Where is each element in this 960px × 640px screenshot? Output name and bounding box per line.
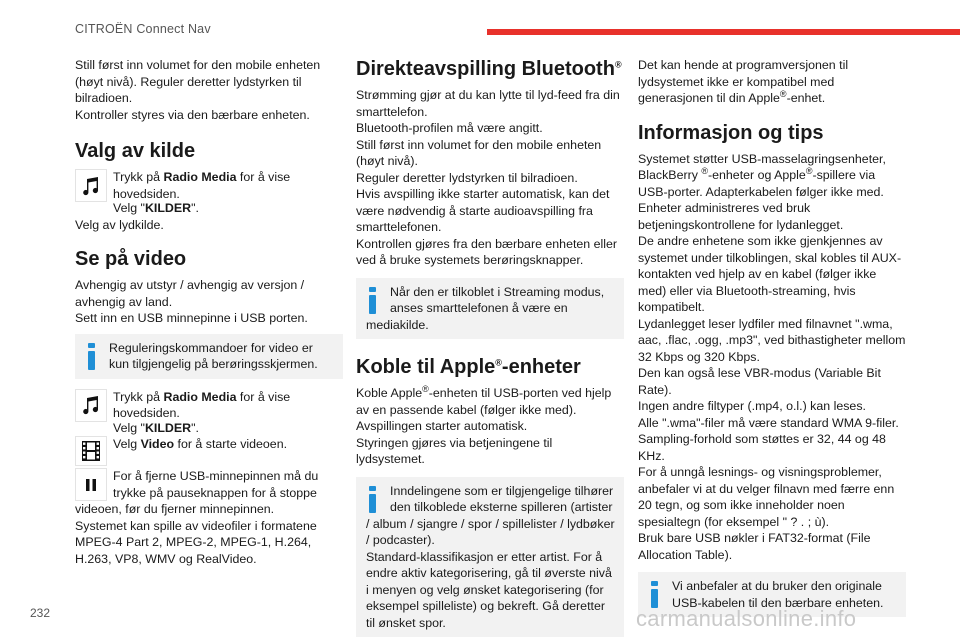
paragraph: Avspillingen starter automatisk. (356, 419, 528, 433)
music-note-icon (75, 389, 107, 422)
heading-bluetooth: Direkteavspilling Bluetooth® (356, 58, 622, 80)
watermark: carmanualsonline.info (636, 606, 857, 631)
film-strip-icon (75, 436, 107, 466)
info-note (356, 477, 624, 638)
paragraph: Koble Apple®-enheten til USB-porten ved hjelp av en passende kabel (følger ikke med). (356, 383, 612, 417)
info-icon (85, 343, 101, 373)
paragraph: Styringen gjøres via betjeningene til lydsystemet. (356, 435, 553, 466)
instruction-video: Velg Video for å starte videoen. (75, 436, 343, 466)
instruction-radio-media: Trykk på Radio Media for å vise hovedsiden. (75, 389, 343, 422)
header-title: CITROËN Connect Nav (75, 22, 211, 36)
paragraph: Bruk bare USB nøkler i FAT32-format (File Allocation Table). (638, 531, 871, 562)
paragraph: Reguler deretter lydstyrken til bilradioen. (356, 170, 578, 185)
instruction-radio-media (75, 169, 343, 202)
paragraph: Strømming gjør at du kan lytte til lyd-feed fra din smarttelefon. (356, 88, 620, 119)
info-icon (366, 287, 382, 317)
paragraph: Det kan hende at programversjonen til lydsystemet ikke er kompatibel med generasjonen til din Apple®-enhet. (638, 58, 849, 105)
paragraph: Still først inn volumet for den mobile enheten (høyt nivå). (356, 137, 602, 168)
column-1 (75, 57, 343, 567)
paragraph: Velg "KILDER". (113, 201, 199, 215)
paragraph: Sampling-forhold som støttes er 32, 44 og 48 KHz. (638, 432, 886, 463)
text: For å fjerne USB-minnepinnen må du trykke på pauseknappen for å stoppe videoen, før du fjerner minnepinnen. (75, 469, 319, 516)
instruction-pause (75, 468, 343, 518)
heading-apple: Koble til Apple®-enheter (356, 356, 581, 378)
column-3 (638, 57, 906, 625)
paragraph: Enheter administreres ved bruk betjeningskontrollene for lydanlegget. (638, 201, 844, 232)
note-text: Vi anbefaler at du bruker den originale USB-kabelen til den bærbare enheten. (672, 579, 884, 610)
text: Trykk på (113, 170, 164, 184)
music-note-icon (75, 169, 107, 202)
header-accent-bar (487, 29, 960, 35)
paragraph: Bluetooth-profilen må være angitt. (356, 121, 543, 135)
paragraph: Velg av lydkilde. (75, 217, 164, 232)
paragraph: For å unngå lesnings- og visningsproblemer, anbefaler vi at du velger filnavn med færre enn 20 tegn, og som ikke inneholder noen spesialtegn (for eksempel " ? . ; ù). (638, 465, 895, 529)
info-icon (366, 486, 382, 516)
paragraph: Ingen andre filtyper (.mp4, o.l.) kan leses. (638, 399, 866, 413)
text: for å vise hovedsiden. (113, 170, 291, 201)
paragraph: Still først inn volumet for den mobile enheten (høyt nivå). Reguler deretter lydstyrken til bilradioen. (75, 58, 321, 105)
paragraph: Velg "KILDER". (113, 420, 199, 435)
paragraph: Systemet kan spille av videofiler i formatene MPEG-4 Part 2, MPEG-2, MPEG-1, H.264, H.263, VP8, WMV og RealVideo. (75, 518, 317, 566)
pause-icon (75, 468, 107, 501)
note-text: Når den er tilkoblet i Streaming modus, anses smarttelefonen å være en mediakilde. (366, 284, 605, 332)
paragraph: Lydanlegget leser lydfiler med filnavnet ".wma, aac, .flac, .ogg, .mp3", ved bithastigheter mellom 32 Kbps og 320 Kbps. (638, 316, 906, 364)
paragraph: Kontrollen gjøres fra den bærbare enheten eller ved å bruke systemets berøringsknapper. (356, 236, 618, 267)
paragraph: Alle ".wma"-filer må være standard WMA 9-filer. (638, 415, 899, 430)
note-text: Standard-klassifikasjon er etter artist. For å endre aktiv kategorisering, gå til øverste nivå i menyen og velg ønsket kategorisering (for eksempel spilleliste) og bekreft. Gå deretter til ønsket spor. (366, 549, 612, 630)
column-2 (356, 57, 624, 640)
text-bold: Radio Media (163, 170, 237, 184)
info-note (356, 278, 624, 340)
paragraph: Systemet støtter USB-masselagringsenheter, BlackBerry ®-enheter og Apple®-spillere via USB-porter. Adapterkabelen følger ikke med. (638, 151, 886, 199)
page-number: 232 (30, 606, 51, 620)
note-text: Reguleringskommandoer for video er kun tilgjengelig på berøringsskjermen. (109, 340, 318, 371)
paragraph: Den kan også lese VBR-modus (Variable Bit Rate). (638, 366, 881, 397)
paragraph: Hvis avspilling ikke starter automatisk, kan det være nødvendig å starte audioavspilling fra smarttelefonen. (356, 187, 610, 234)
note-text: Inndelingene som er tilgjengelige tilhører den tilkoblede eksterne spilleren (artister / album / sjangre / spor / spillelister / lydbøker / podcaster). (366, 483, 615, 547)
paragraph: Kontroller styres via den bærbare enheten. (75, 107, 310, 122)
heading-informasjon-og-tips: Informasjon og tips (638, 121, 824, 144)
paragraph: Avhengig av utstyr / avhengig av versjon / avhengig av land. (75, 278, 305, 309)
heading-valg-av-kilde: Valg av kilde (75, 140, 196, 162)
paragraph: Sett inn en USB minnepinne i USB porten. (75, 311, 308, 325)
paragraph: De andre enhetene som ikke gjenkjennes av systemet under tilkoblingen, skal kobles til AUX-kontakten ved hjelp av en kabel (følger ikke med) eller via Bluetooth-streaming, hvis kompatibelt. (638, 234, 902, 314)
heading-se-pa-video: Se på video (75, 248, 187, 270)
info-note (75, 334, 343, 379)
